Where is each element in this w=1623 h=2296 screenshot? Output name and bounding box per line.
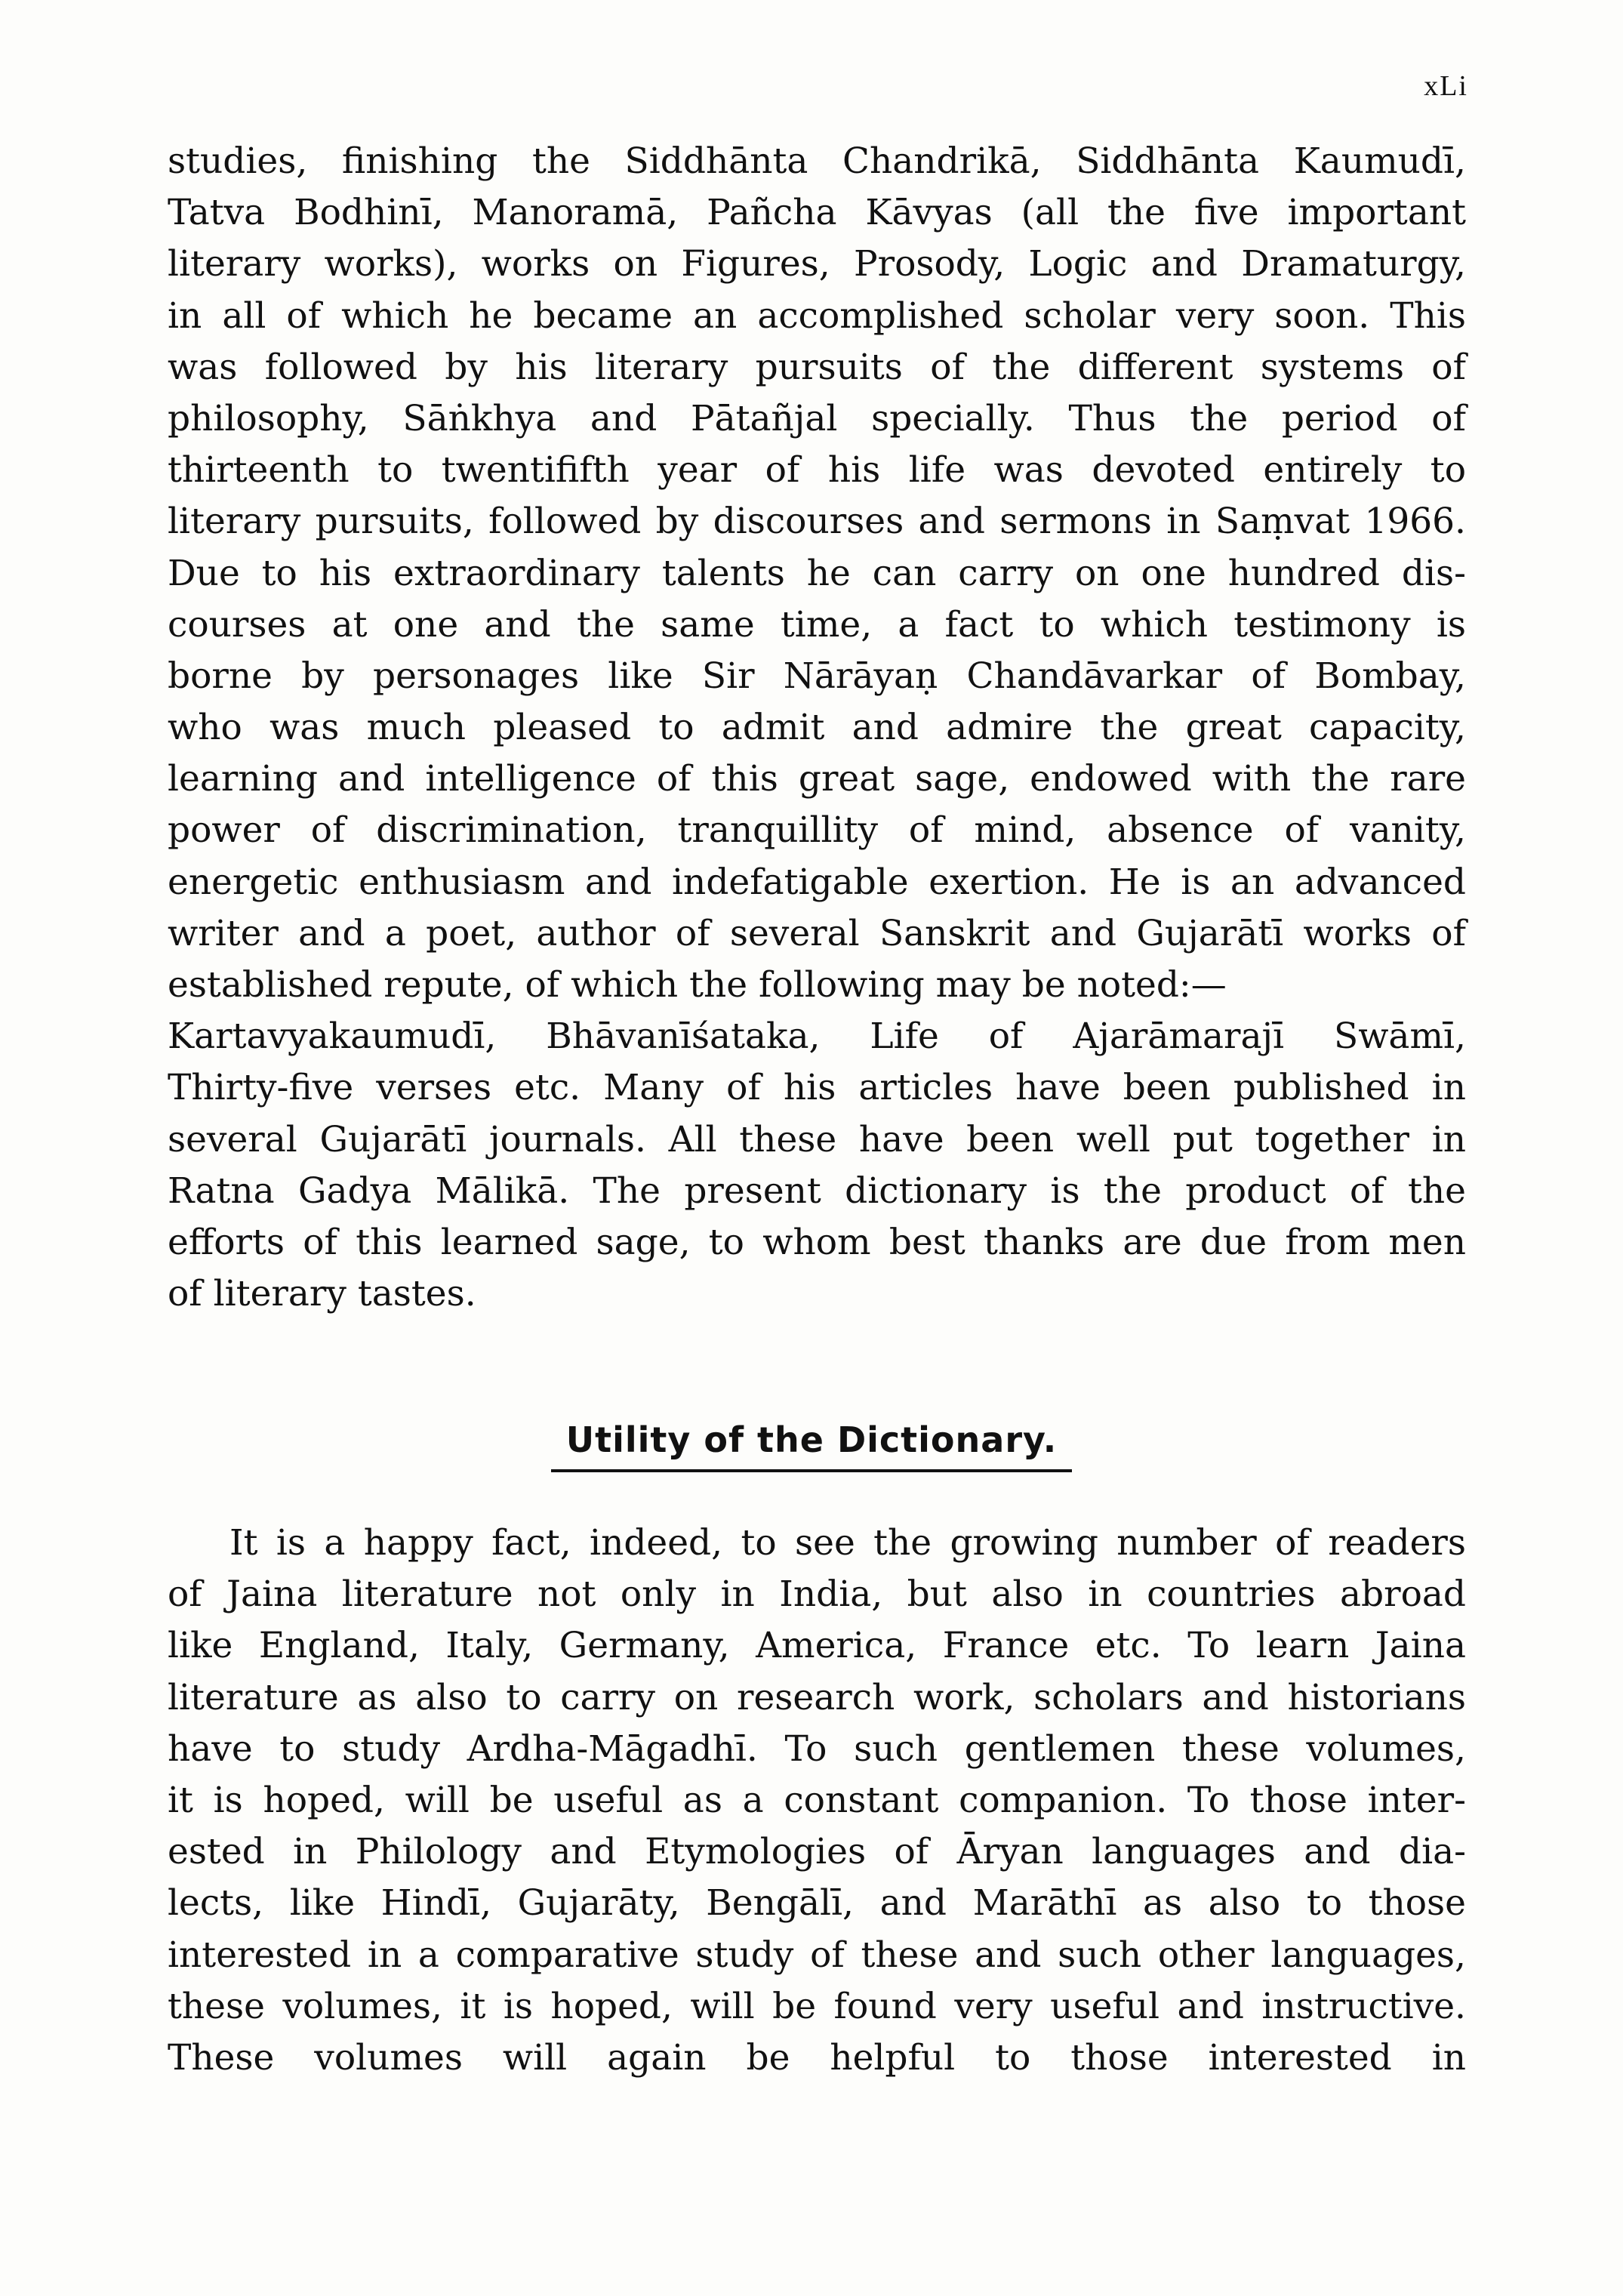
text-line: of literary tastes. (168, 1273, 476, 1315)
text-line: power of discrimination, tranquillity of mind, absence of vanity, (168, 809, 1466, 852)
text-line: was followed by his literary pursuits of the different systems of (168, 346, 1466, 388)
text-line: Ratna Gadya Mālikā. The present dictionary is the product of the (168, 1170, 1466, 1212)
text-line: several Gujarātī journals. All these have been well put together in (168, 1118, 1466, 1160)
text-line: lects, like Hindī, Gujarāty, Bengālī, and Marāthī as also to those (168, 1882, 1466, 1925)
text-line: learning and intelligence of this great sage, endowed with the rare (168, 758, 1466, 800)
text-line: these volumes, it is hoped, will be found very useful and instructive. (168, 1985, 1466, 2027)
text-line: of Jaina literature not only in India, but also in countries abroad (168, 1573, 1466, 1616)
text-line: borne by personages like Sir Nārāyaṇ Chandāvarkar of Bombay, (168, 655, 1466, 697)
text-line: like England, Italy, Germany, America, France etc. To learn Jaina (168, 1625, 1466, 1667)
text-line: writer and a poet, author of several Sanskrit and Gujarātī works of (168, 912, 1466, 954)
paragraph-biography (168, 136, 1466, 1320)
section-heading (0, 1419, 1623, 1472)
text-line: literature as also to carry on research work, scholars and historians (168, 1676, 1466, 1718)
text-line: Thirty-five verses etc. Many of his articles have been published in (168, 1067, 1466, 1109)
text-line: studies, finishing the Siddhānta Chandrikā, Siddhānta Kaumudī, (168, 140, 1466, 182)
text-line: Kartavyakaumudī, Bhāvanīśataka, Life of Ajarāmarajī Swāmī, (168, 1015, 1466, 1058)
text-line: literary works), works on Figures, Prosody, Logic and Dramaturgy, (168, 243, 1466, 285)
section-heading-text: Utility of the Dictionary. (551, 1419, 1073, 1472)
text-line: It is a happy fact, indeed, to see the growing number of readers (229, 1522, 1466, 1564)
text-line: Due to his extraordinary talents he can carry on one hundred dis- (168, 552, 1466, 594)
text-line: ested in Philology and Etymologies of Āryan languages and dia- (168, 1831, 1466, 1873)
text-line: thirteenth to twentififth year of his life was devoted entirely to (168, 449, 1466, 492)
text-line: who was much pleased to admit and admire the great capacity, (168, 707, 1466, 749)
text-line: energetic enthusiasm and indefatigable exertion. He is an advanced (168, 861, 1466, 903)
text-line: interested in a comparative study of these and such other languages, (168, 1934, 1466, 1976)
text-line: have to study Ardha-Māgadhī. To such gentlemen these volumes, (168, 1727, 1466, 1770)
text-line: it is hoped, will be useful as a constant companion. To those inter- (168, 1779, 1466, 1821)
text-line: efforts of this learned sage, to whom best thanks are due from men (168, 1221, 1466, 1263)
text-line: courses at one and the same time, a fact to which testimony is (168, 603, 1466, 646)
text-line: philosophy, Sāṅkhya and Pātañjal specially. Thus the period of (168, 397, 1466, 439)
text-line: Tatva Bodhinī, Manoramā, Pañcha Kāvyas (all the five important (168, 192, 1466, 234)
text-line: literary pursuits, followed by discourses and sermons in Saṃvat 1966. (168, 501, 1466, 543)
text-line: These volumes will again be helpful to those interested in (168, 2036, 1466, 2079)
page-number: xLi (1424, 70, 1468, 102)
text-line: established repute, of which the following may be noted:— (168, 964, 1227, 1006)
paragraph-utility (168, 1518, 1466, 2084)
text-line: in all of which he became an accomplished scholar very soon. This (168, 294, 1466, 337)
